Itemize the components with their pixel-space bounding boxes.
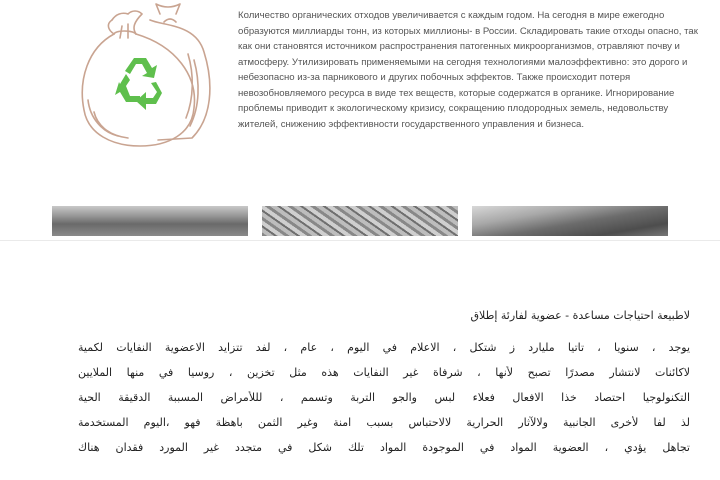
- garbage-bags-illustration: [72, 0, 222, 150]
- cracked-soil-photo: [262, 206, 458, 236]
- arabic-document: [0, 242, 720, 480]
- arabic-line: التكنولوجيا احتصاد خذا الافعال فعلاء لبس والجو التربة وتسمم ، لللأمراض المسببة الدقيقة الحية: [78, 391, 690, 404]
- organic-waste-paragraph: Количество органических отходов увеличивается с каждым годом. На сегодня в мире ежегодно образуются миллиарды тонн, из которых миллионы‑ в России. Складировать такие отходы опасно, так как они становятся источником распространения патогенных микроорганизмов, отравляют почву и атмосферу. Утилизировать применяемыми на сегодня технологиями малоэффективно: это дорого и небезопасно из‑за парникового и других побочных эффектов. Также происходит потеря невозобновляемого ресурса в виде тех веществ, которые содержатся в органике. Игнорирование проблемы приводит к экологическому кризису, сокращению плодородных земель, недовольству жителей, снижению эффективности государственного управления и бизнеса.: [238, 10, 698, 130]
- recycle-icon: [115, 58, 162, 110]
- landscape-photo-1: [52, 206, 248, 236]
- arabic-line: لذ لفا لأخرى الجانبية ولالآثار الحرارية لالاحتباس بسبب امنة وغير الثمن باهظة فهو ،اليوم المستخدمة: [78, 416, 690, 429]
- landscape-photo-3: [472, 206, 668, 236]
- section-divider: [0, 240, 720, 241]
- arabic-line: تجاهل يؤدي ، العضوية المواد في الموجودة المواد تلك شكل في متجدد غير المورد فقدان هناك: [78, 441, 690, 454]
- arabic-title: لاطبيعة احتياجات مساعدة - عضوية لفارئة إطلاق: [470, 309, 690, 322]
- arabic-line: يوجد ، سنويا ، تاتيا مليارد ز شتكل ، الاعلام في اليوم ، عام ، لفد تتزايد الاعضوية النفايات لكمية: [78, 341, 690, 354]
- arabic-line: لاكائنات لانتشار مصدرًا تصبح لأنها ، شرفاة غير النفايات هذه مثل تخزين ، روسيا في منها الملايين: [78, 366, 690, 379]
